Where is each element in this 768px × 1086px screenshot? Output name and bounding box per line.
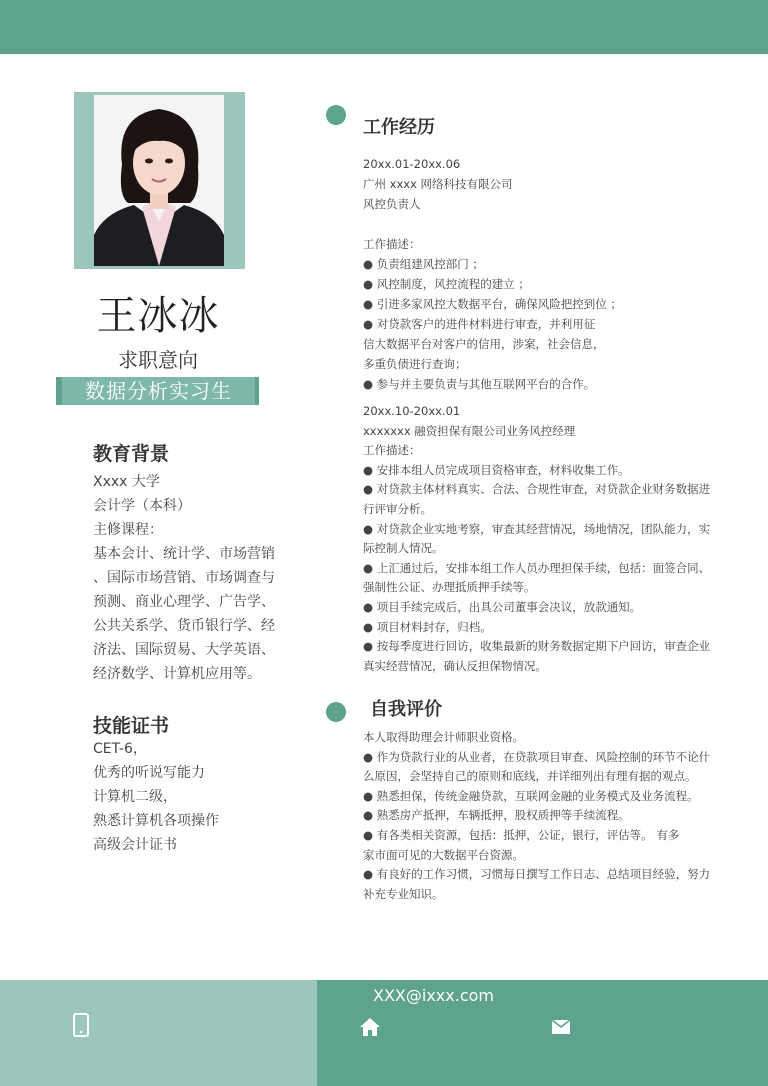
home-icon	[359, 1017, 381, 1041]
job2-line: ● 按每季度进行回访，收集最新的财务数据定期下户回访，审查企业	[363, 639, 711, 654]
top-banner	[0, 0, 768, 54]
job2-line: 真实经营情况，确认反担保物情况。	[363, 658, 547, 673]
skills-line: 熟悉计算机各项操作	[93, 813, 219, 829]
email-text: XXX@ixxx.com	[373, 986, 494, 1005]
self-eval-line: 本人取得助理会计师职业资格。	[363, 730, 524, 744]
skills-line: 计算机二级，	[93, 789, 177, 805]
job1-line	[363, 214, 743, 234]
work-title: 工作经历	[363, 117, 435, 138]
education-content	[93, 470, 298, 686]
job1-line: ● 引进多家风控大数据平台，确保风险把控到位 ；	[363, 297, 622, 311]
education-line: 、国际市场营销、市场调查与	[93, 570, 275, 586]
self-eval-section-dot	[326, 702, 346, 722]
job2-line: 行评审分析。	[363, 501, 432, 516]
job2-line: ● 项目材料封存，归档。	[363, 619, 492, 634]
education-title: 教育背景	[93, 443, 170, 465]
photo-frame	[74, 92, 245, 269]
job2-line: 际控制人情况。	[363, 541, 444, 556]
job1-line: ● 负责组建风控部门 ；	[363, 257, 484, 271]
education-line: Xxxx 大学	[93, 474, 160, 490]
job2-line: ● 对贷款企业实地考察，审查其经营情况，场地情况，团队能力，实	[363, 521, 711, 536]
self-eval-line: ● 作为贷款行业的从业者，在贷款项目审查、风险控制的环节不论什	[363, 749, 711, 764]
self-eval-line: ● 有良好的工作习惯，习惯每日撰写工作日志、总结项目经验，努力	[363, 867, 711, 882]
candidate-name: 王冰冰	[96, 293, 220, 339]
job1-line: ● 对贷款客户的进件材料进行审查，并利用征	[363, 317, 596, 331]
education-line: 经济数学、计算机应用等。	[93, 666, 261, 682]
job2-line: ● 安排本组人员完成项目资格审查，材料收集工作。	[363, 462, 630, 477]
self-eval-line: 么原因，会坚持自己的原则和底线，并详细列出有理有据的观点。	[363, 769, 697, 784]
profile-photo	[94, 95, 224, 266]
job-intent-bar	[56, 377, 259, 405]
education-line: 预测、商业心理学、广告学、	[93, 594, 275, 610]
skills-line: 优秀的听说写能力	[93, 765, 205, 781]
job2-line: 工作描述：	[363, 443, 421, 458]
job1-line: 广州 xxxx 网络科技有限公司	[363, 177, 513, 191]
education-line: 主修课程：	[93, 522, 163, 538]
self-eval-line: ● 有各类相关资源，包括：抵押，公证，银行，评估等。 有多	[363, 827, 680, 842]
footer-left-panel	[0, 980, 317, 1086]
self-eval-title: 自我评价	[370, 699, 442, 720]
education-line: 基本会计、统计学、市场营销	[93, 546, 275, 562]
job1-line: 信大数据平台对客户的信用，涉案，社会信息，	[363, 337, 605, 351]
job2-content	[363, 402, 743, 676]
self-eval-content	[363, 728, 743, 904]
self-eval-line: ● 熟悉担保，传统金融贷款，互联网金融的业务模式及业务流程。	[363, 788, 699, 803]
job1-line: 20xx.01-20xx.06	[363, 157, 461, 171]
skills-line: CET-6，	[93, 741, 147, 757]
job1-line: 工作描述：	[363, 237, 421, 251]
skills-line: 高级会计证书	[93, 837, 177, 853]
self-eval-line: 补充专业知识。	[363, 886, 444, 901]
mail-icon	[552, 1019, 570, 1038]
job2-line: ● 上汇通过后，安排本组工作人员办理担保手续，包括：面签合同、	[363, 560, 711, 575]
education-line: 公共关系学、货币银行学、经	[93, 618, 275, 634]
education-line: 会计学（本科）	[93, 498, 191, 514]
education-line: 济法、国际贸易、大学英语、	[93, 642, 275, 658]
job1-line: 风控负责人	[363, 197, 421, 211]
job1-content	[363, 154, 743, 394]
self-eval-line: ● 熟悉房产抵押，车辆抵押，股权质押等手续流程。	[363, 808, 630, 823]
self-eval-line: 家市面可见的大数据平台资源。	[363, 847, 524, 862]
job2-line: ● 对贷款主体材料真实、合法、合规性审查，对贷款企业财务数据进	[363, 482, 711, 497]
job2-line: xxxxxxx 融资担保有限公司业务风控经理	[363, 423, 576, 438]
job2-line: 20xx.10-20xx.01	[363, 404, 461, 418]
job1-line: ● 参与并主要负责与其他互联网平台的合作。	[363, 377, 596, 391]
job1-line: 多重负债进行查询；	[363, 357, 467, 371]
job1-line: ● 风控制度，风控流程的建立 ；	[363, 277, 530, 291]
skills-title: 技能证书	[93, 715, 170, 737]
skills-content	[93, 737, 298, 857]
job2-line: ● 项目手续完成后，出具公司董事会决议，放款通知。	[363, 599, 642, 614]
work-section-dot	[326, 105, 346, 125]
job2-line: 强制性公证、办理抵质押手续等。	[363, 580, 536, 595]
job-intent-value: 数据分析实习生	[85, 379, 232, 403]
phone-icon	[72, 1013, 90, 1041]
job-intent-label: 求职意向	[118, 348, 198, 372]
